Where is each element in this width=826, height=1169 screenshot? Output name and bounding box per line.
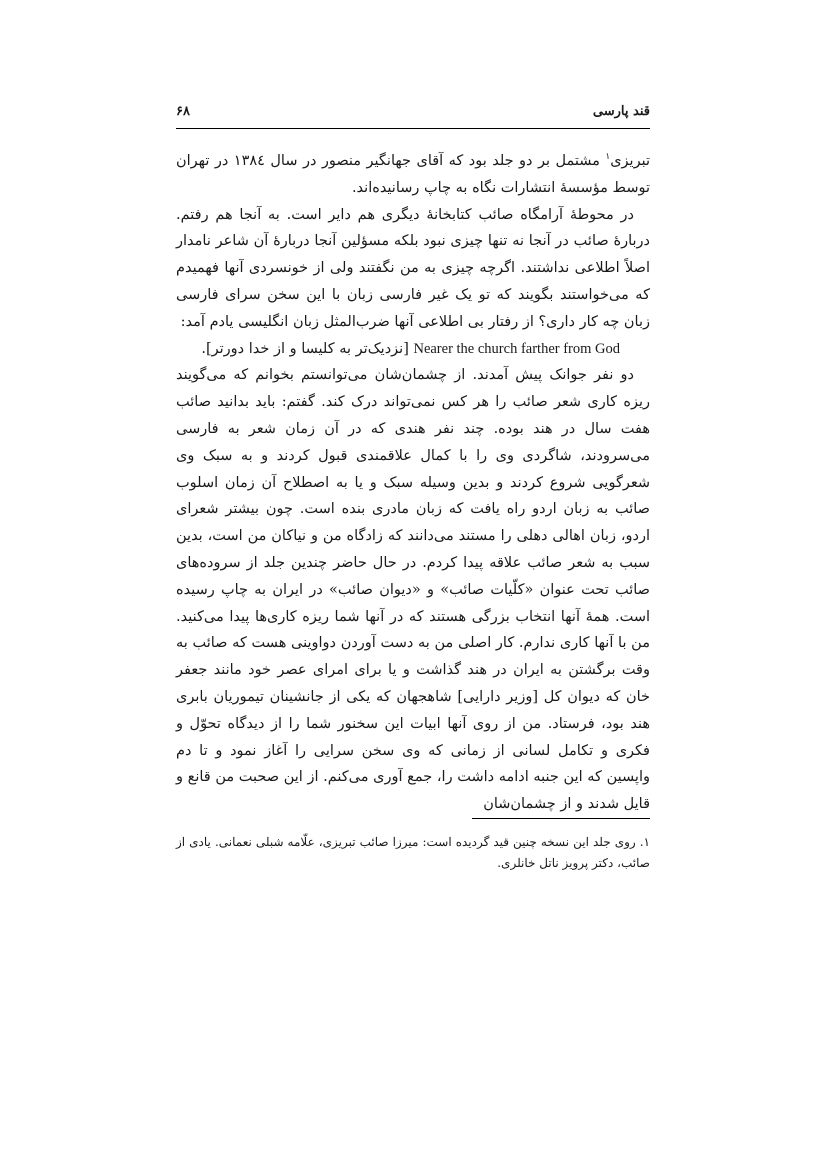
- footnote-rule: [472, 818, 650, 819]
- footnote-marker: ۱: [605, 152, 611, 163]
- paragraph-2: در محوطهٔ آرامگاه صائب کتابخانهٔ دیگری هم دایر است. به آنجا هم رفتم. دربارهٔ صائب در آنجا نه تنها چیزی نبود بلکه مسؤلین آنجا دربارهٔ آن شاعر نامدار اصلاً اطلاعی نداشتند. اگرچه چیزی به من نگفتند ولی از خونسردی آنها فهمیدم که می‌خواستند بگویند که تو یک غیر فارسی زبان با این سخن سرای فارسی زبان چه کار داری؟ از رفتار بی اطلاعی آنها ضرب‌المثل زبان انگلیسی یادم آمد:: [176, 206, 650, 330]
- proverb-line: [176, 336, 650, 363]
- book-title: قند پارسی: [592, 104, 650, 119]
- book-page: [176, 0, 650, 1169]
- paragraph-3: دو نفر جوانک پیش آمدند. از چشمان‌شان می‌توانستم بخوانم که می‌گویند ریزه کاری شعر صائب را هر کس نمی‌تواند درک کند. گفتم: باید بدانید صائب هفت سال در هند بوده. چند نفر هندی که در آن زمان شعر به فارسی می‌سرودند، شاگردی وی را با کمال علاقمندی قبول کردند و به سبک وی شعرگویی شروع کردند و بدین وسیله سبک و یا به اصطلاح آن زمان اسلوب صائب به زبان اردو راه یافت که زبان مادری بنده است. چون بیشتر شعرای اردو، زبان اهالی دهلی را مستند می‌دانند که زادگاه من و نیاکان من است، بدین سبب به شعر صائب علاقه پیدا کردم. در حال حاضر چندین جلد از سروده‌های صائب تحت عنوان «کلّیات صائب» و «دیوان صائب» در ایران به چاپ رسیده است. همهٔ آنها انتخاب بزرگی هستند که در آنها شما ریزه کاری‌ها پیدا می‌کنید. من با آنها کاری ندارم. کار اصلی من به دست آوردن دواوینی هست که صائب به وقت برگشتن به ایران در هند گذاشت و یا برای امرای عصر خود مانند جعفر خان که دیوان کل [وزیر دارایی] شاهجهان که یکی از جانشینان تیموریان بابری هند بود، فرستاد. من از روی آنها ابیات این سخنور شما را از دیدگاه تحوّل و فکری و تکامل لسانی از زمانی که وی سخن سرایی را آغاز نمود و تا دم واپسین که این جنبه ادامه داشت را، جمع آوری می‌کنم. از این صحبت من قانع و قایل شدند و از چشمان‌شان: [176, 367, 650, 813]
- body-text: [176, 148, 650, 818]
- paragraph-1-start: تبریزی: [610, 153, 651, 169]
- paragraph-1: [176, 148, 650, 202]
- footnote-1: ۱. روی جلد این نسخه چنین قید گردیده است: میرزا صائب تبریزی، علّامه شبلی نعمانی. یادی از صائب، دکتر پرویز ناتل خانلری.: [176, 835, 650, 870]
- proverb-english: Nearer the church farther from God: [413, 340, 620, 357]
- paragraph-1-rest: مشتمل بر دو جلد بود که آقای جهانگیر منصور در سال ۱۳۸٤ در تهران توسط مؤسسهٔ انتشارات نگاه به چاپ رسانیده‌اند.: [176, 153, 650, 196]
- page-number: ۶۸: [176, 104, 190, 119]
- proverb-translation: [نزدیک‌تر به کلیسا و از خدا دورتر].: [201, 340, 414, 357]
- running-head: [176, 102, 650, 129]
